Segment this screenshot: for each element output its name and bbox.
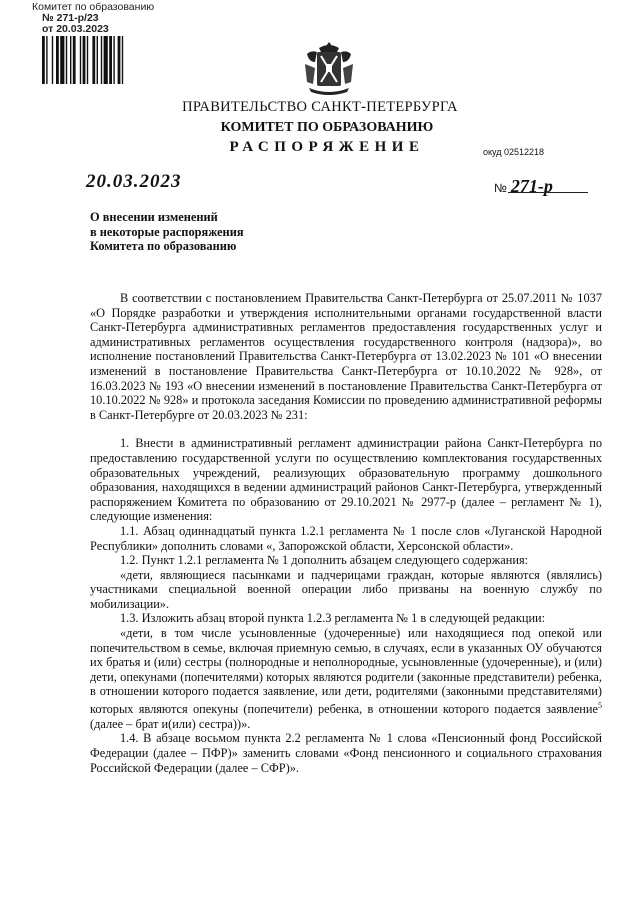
item-1-4-paragraph: 1.4. В абзаце восьмом пункта 2.2 регламента № 1 слова «Пенсионный фонд Российской Федерации (далее – ПФР)» заменить словами «Фонд пенсионного и социального страхования Российской Федерации (далее – СФР)». [90, 731, 602, 775]
stamp-organization: Комитет по образованию [32, 1, 155, 13]
item-1-3-quote-text: «дети, в том числе усыновленные (удочеренные) или находящиеся под опекой или попечительством в семье, включая приемную семью, в случаях, если в указанных ОУ обучаются их братья и (или) сестры (полнородные и неполнородные, усыновленные (удочеренные), и (или) дети, опекунами (попечителями) которых являются родители (законные представители) ребенка, в отношении которого подается заявление, или дети, родителями (законными представителями) которых являются опекуны (попечители) ребенка, в отношении которого подается заявление [90, 626, 602, 717]
footnote-marker: 5 [598, 701, 602, 711]
committee-heading: КОМИТЕТ ПО ОБРАЗОВАНИЮ [220, 120, 434, 135]
stamp-number: № 271-р/23 [42, 12, 99, 24]
stamp-date: от 20.03.2023 [42, 23, 109, 35]
barcode [42, 36, 144, 84]
handwritten-number: 271-р [510, 176, 553, 196]
document-type-heading: РАСПОРЯЖЕНИЕ [229, 139, 425, 155]
subject-line-1: О внесении изменений [90, 210, 218, 224]
okud-code: окуд 02512218 [483, 147, 545, 157]
handwritten-date: 20.03.2023 [86, 171, 182, 192]
item-1-1-paragraph: 1.1. Абзац одиннадцатый пункта 1.2.1 регламента № 1 после слов «Луганской Народной Республики» дополнить словами «, Запорожской области, Херсонской области». [90, 523, 602, 553]
item-1-3-paragraph: 1.3. Изложить абзац второй пункта 1.2.3 регламента № 1 в следующей редакции: [120, 611, 546, 626]
preamble-paragraph: В соответствии с постановлением Правительства Санкт-Петербурга от 25.07.2011 № 1037 «О Порядке разработки и утверждения исполнительными органами государственной власти Санкт-Петербурга административных регламентов предоставления государственных услуг и административных регламентов осуществления государственного контроля (надзора)», во исполнение постановлений Правительства Санкт-Петербурга от 13.02.2023 № 101 «О внесении изменений в постановление Правительства Санкт-Петербурга от 10.10.2022 № 928», от 16.03.2023 № 193 «О внесении изменений в постановление Правительства Санкт-Петербурга от 10.10.2022 № 928» и протокола заседания Комиссии по проведению административной реформы в Санкт-Петербурге от 20.03.2023 № 231: [90, 291, 602, 422]
document-number [494, 176, 553, 197]
item-1-3-quote-tail: (далее – брат и(или) сестра))». [90, 716, 251, 731]
item-1-paragraph: 1. Внести в административный регламент администрации района Санкт-Петербурга по предоставлению государственной услуги по осуществлению комплектования государственных образовательных учреждений, реализующих образовательную программу дошкольного образования, находящихся в ведении администраций районов Санкт-Петербурга, утвержденный распоряжением Комитета по образованию от 29.10.2021 № 2977-р (далее – регламент № 1), следующие изменения: [90, 436, 602, 524]
item-1-2-quote-paragraph: «дети, являющиеся пасынками и падчерицами граждан, которые являются (являлись) участниками специальной военной операции либо призваны на военную службу по мобилизации». [90, 567, 602, 611]
number-prefix: № [494, 181, 507, 195]
document-subject [90, 210, 244, 254]
government-heading: ПРАВИТЕЛЬСТВО САНКТ-ПЕТЕРБУРГА [182, 99, 458, 115]
number-underline [508, 192, 588, 193]
document-body [90, 291, 602, 775]
item-1-2-paragraph: 1.2. Пункт 1.2.1 регламента № 1 дополнить абзацем следующего содержания: [120, 553, 529, 568]
subject-line-3: Комитета по образованию [90, 239, 237, 253]
item-1-3-quote-paragraph [90, 626, 602, 731]
subject-line-2: в некоторые распоряжения [90, 224, 244, 239]
coat-of-arms-icon [299, 40, 359, 96]
